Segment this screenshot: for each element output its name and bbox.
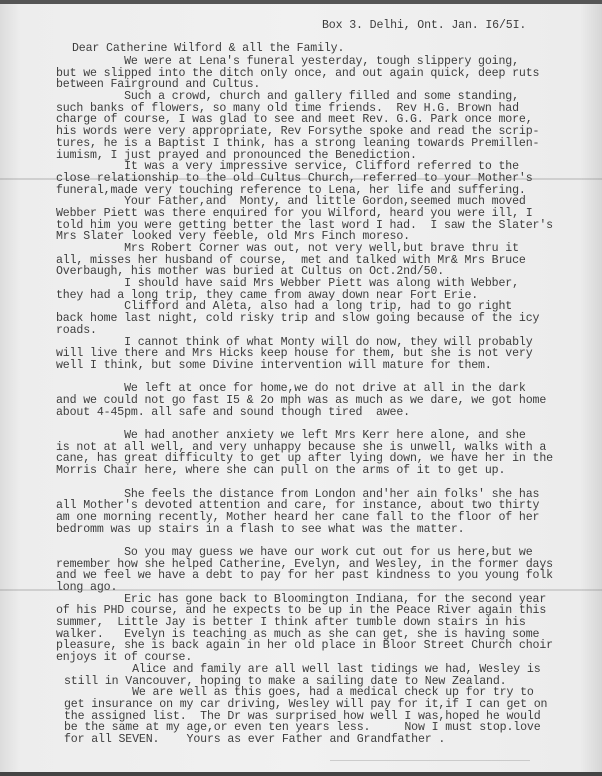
letter-line: told him you were getting better the last word I had. I saw the Slater's [56,219,553,232]
letter-line: bedromm was up stairs in a flash to see what was the matter. [56,523,465,536]
scan-bottom-edge [0,772,602,776]
letter-line: iumism, I just prayed and pronounced the Benediction. [56,149,417,162]
letter-line: long ago. [56,581,118,594]
letter-line: Overbaugh, his mother was buried at Cultus on Oct.2nd/50. [56,265,445,278]
letter-line: We are well as this goes, had a medical check up for try to [64,686,534,699]
letter-line: So you may guess we have our work cut out for us here,but we [56,546,533,559]
letter-line: remember how she helped Catherine, Evelyn, and Wesley, in the former days [56,558,553,571]
letter-line: will live there and Mrs Hicks keep house for them, but she is not very [56,347,533,360]
letter-line: still in Vancouver, hoping to make a sailing date to New Zealand. [64,675,507,688]
letter-line: the assigned list. The Dr was surprised how well I was,hoped he would [64,710,541,723]
letter-line: his words were very appropriate, Rev Forsythe spoke and read the scrip- [56,125,540,138]
letter-line: Webber Piett was there enquired for you Wilford, heard you were ill, I [56,207,533,220]
letter-line: but we slipped into the ditch only once, and out again quick, deep ruts [56,67,540,80]
salutation: Dear Catherine Wilford & all the Family. [72,42,345,55]
letter-line: cane, has great difficulty to get up after lying down, we have her in the [56,452,553,465]
letter-line: for all SEVEN. Yours as ever Father and Grandfather . [64,733,446,746]
letter-line: We left at once for home,we do not drive at all in the dark [56,382,526,395]
letter-line: charge of course, I was glad to see and meet Rev. G.G. Park once more, [56,113,533,126]
letter-line: is not at all well, and very unhappy because she is unwell, walks with a [56,441,547,454]
letter-line: She feels the distance from London and'her ain folks' she has [56,488,540,501]
letter-line: get insurance on my car driving, Wesley will pay for it,if I can get on [64,698,548,711]
letter-line: Clifford and Aleta, also had a long trip, had to go right [56,300,513,313]
letter-line: I cannot think of what Monty will do now, they will probably [56,336,533,349]
letter-line: Your Father,and Monty, and little Gordon,seemed much moved [56,195,526,208]
letter-line: I should have said Mrs Webber Piett was along with Webber, [56,277,519,290]
letter-line: all Mother's devoted attention and care, for instance, about two thirty [56,499,540,512]
letter-line: of his PHD course, and he expects to be up in the Peace River again this [56,604,547,617]
letter-line: well I think, but some Divine intervention will mature for them. [56,359,492,372]
letter-line: Morris Chair here, where she can pull on the arms of it to get up. [56,464,506,477]
letter-line: We had another anxiety we left Mrs Kerr here alone, and she [56,429,526,442]
letter-line: summer, Little Jay is better I think after tumble down stairs in his [56,616,526,629]
letter-line: funeral,made very touching reference to Lena, her life and suffering. [56,184,526,197]
letter-line: such banks of flowers, so many old time friends. Rev H.G. Brown had [56,102,519,115]
letter-line: they had a long trip, they came from away down near Fort Erie. [56,289,479,302]
letter-header: Box 3. Delhi, Ont. Jan. I6/5I. [322,19,527,32]
letter-line: pleasure, she is back again in her old place in Bloor Street Church choir [56,639,553,652]
letter-line: It was a very impressive service, Clifford referred to the [56,160,519,173]
letter-line: Such a crowd, church and gallery filled and some standing, [56,90,519,103]
letter-line: and we could not go fast I5 & 2o mph was as much as we dare, we got home [56,394,547,407]
letter-line: enjoys it of course. [56,651,193,664]
letter-line: Mrs Slater looked very feeble, old Mrs Finch moreso. [56,230,410,243]
handwritten-signature [330,742,530,761]
letter-line: We were at Lena's funeral yesterday, tough slippery going, [56,55,519,68]
letter-line: tures, he is a Baptist I think, has a strong leaning towards Premillen- [56,137,540,150]
letter-line: roads. [56,324,97,337]
letter-line: Eric has gone back to Bloomington Indiana, for the second year [56,593,547,606]
letter-line: Alice and family are all well last tidings we had, Wesley is [64,663,541,676]
letter-line: all, misses her husband of course, met and talked with Mr& Mrs Bruce [56,254,526,267]
letter-line: walker. Evelyn is teaching as much as she can get, she is having some [56,628,540,641]
letter-line: about 4-45pm. all safe and sound though tired awee. [56,406,410,419]
letter-line: close relationship to the old Cultus Church, referred to your Mother's [56,172,533,185]
letter-line: and we feel we have a debt to pay for her past kindness to you young folk [56,569,553,582]
letter-line: Mrs Robert Corner was out, not very well,but brave thru it [56,242,519,255]
letter-line: between Fairground and Cultus. [56,78,261,91]
letter-line: back home last night, cold risky trip and slow going because of the icy [56,312,540,325]
letter-line: be the same at my age,or even ten years less. Now I must stop.love [64,721,541,734]
letter-line: am one morning recently, Mother heard her cane fall to the floor of her [56,511,540,524]
